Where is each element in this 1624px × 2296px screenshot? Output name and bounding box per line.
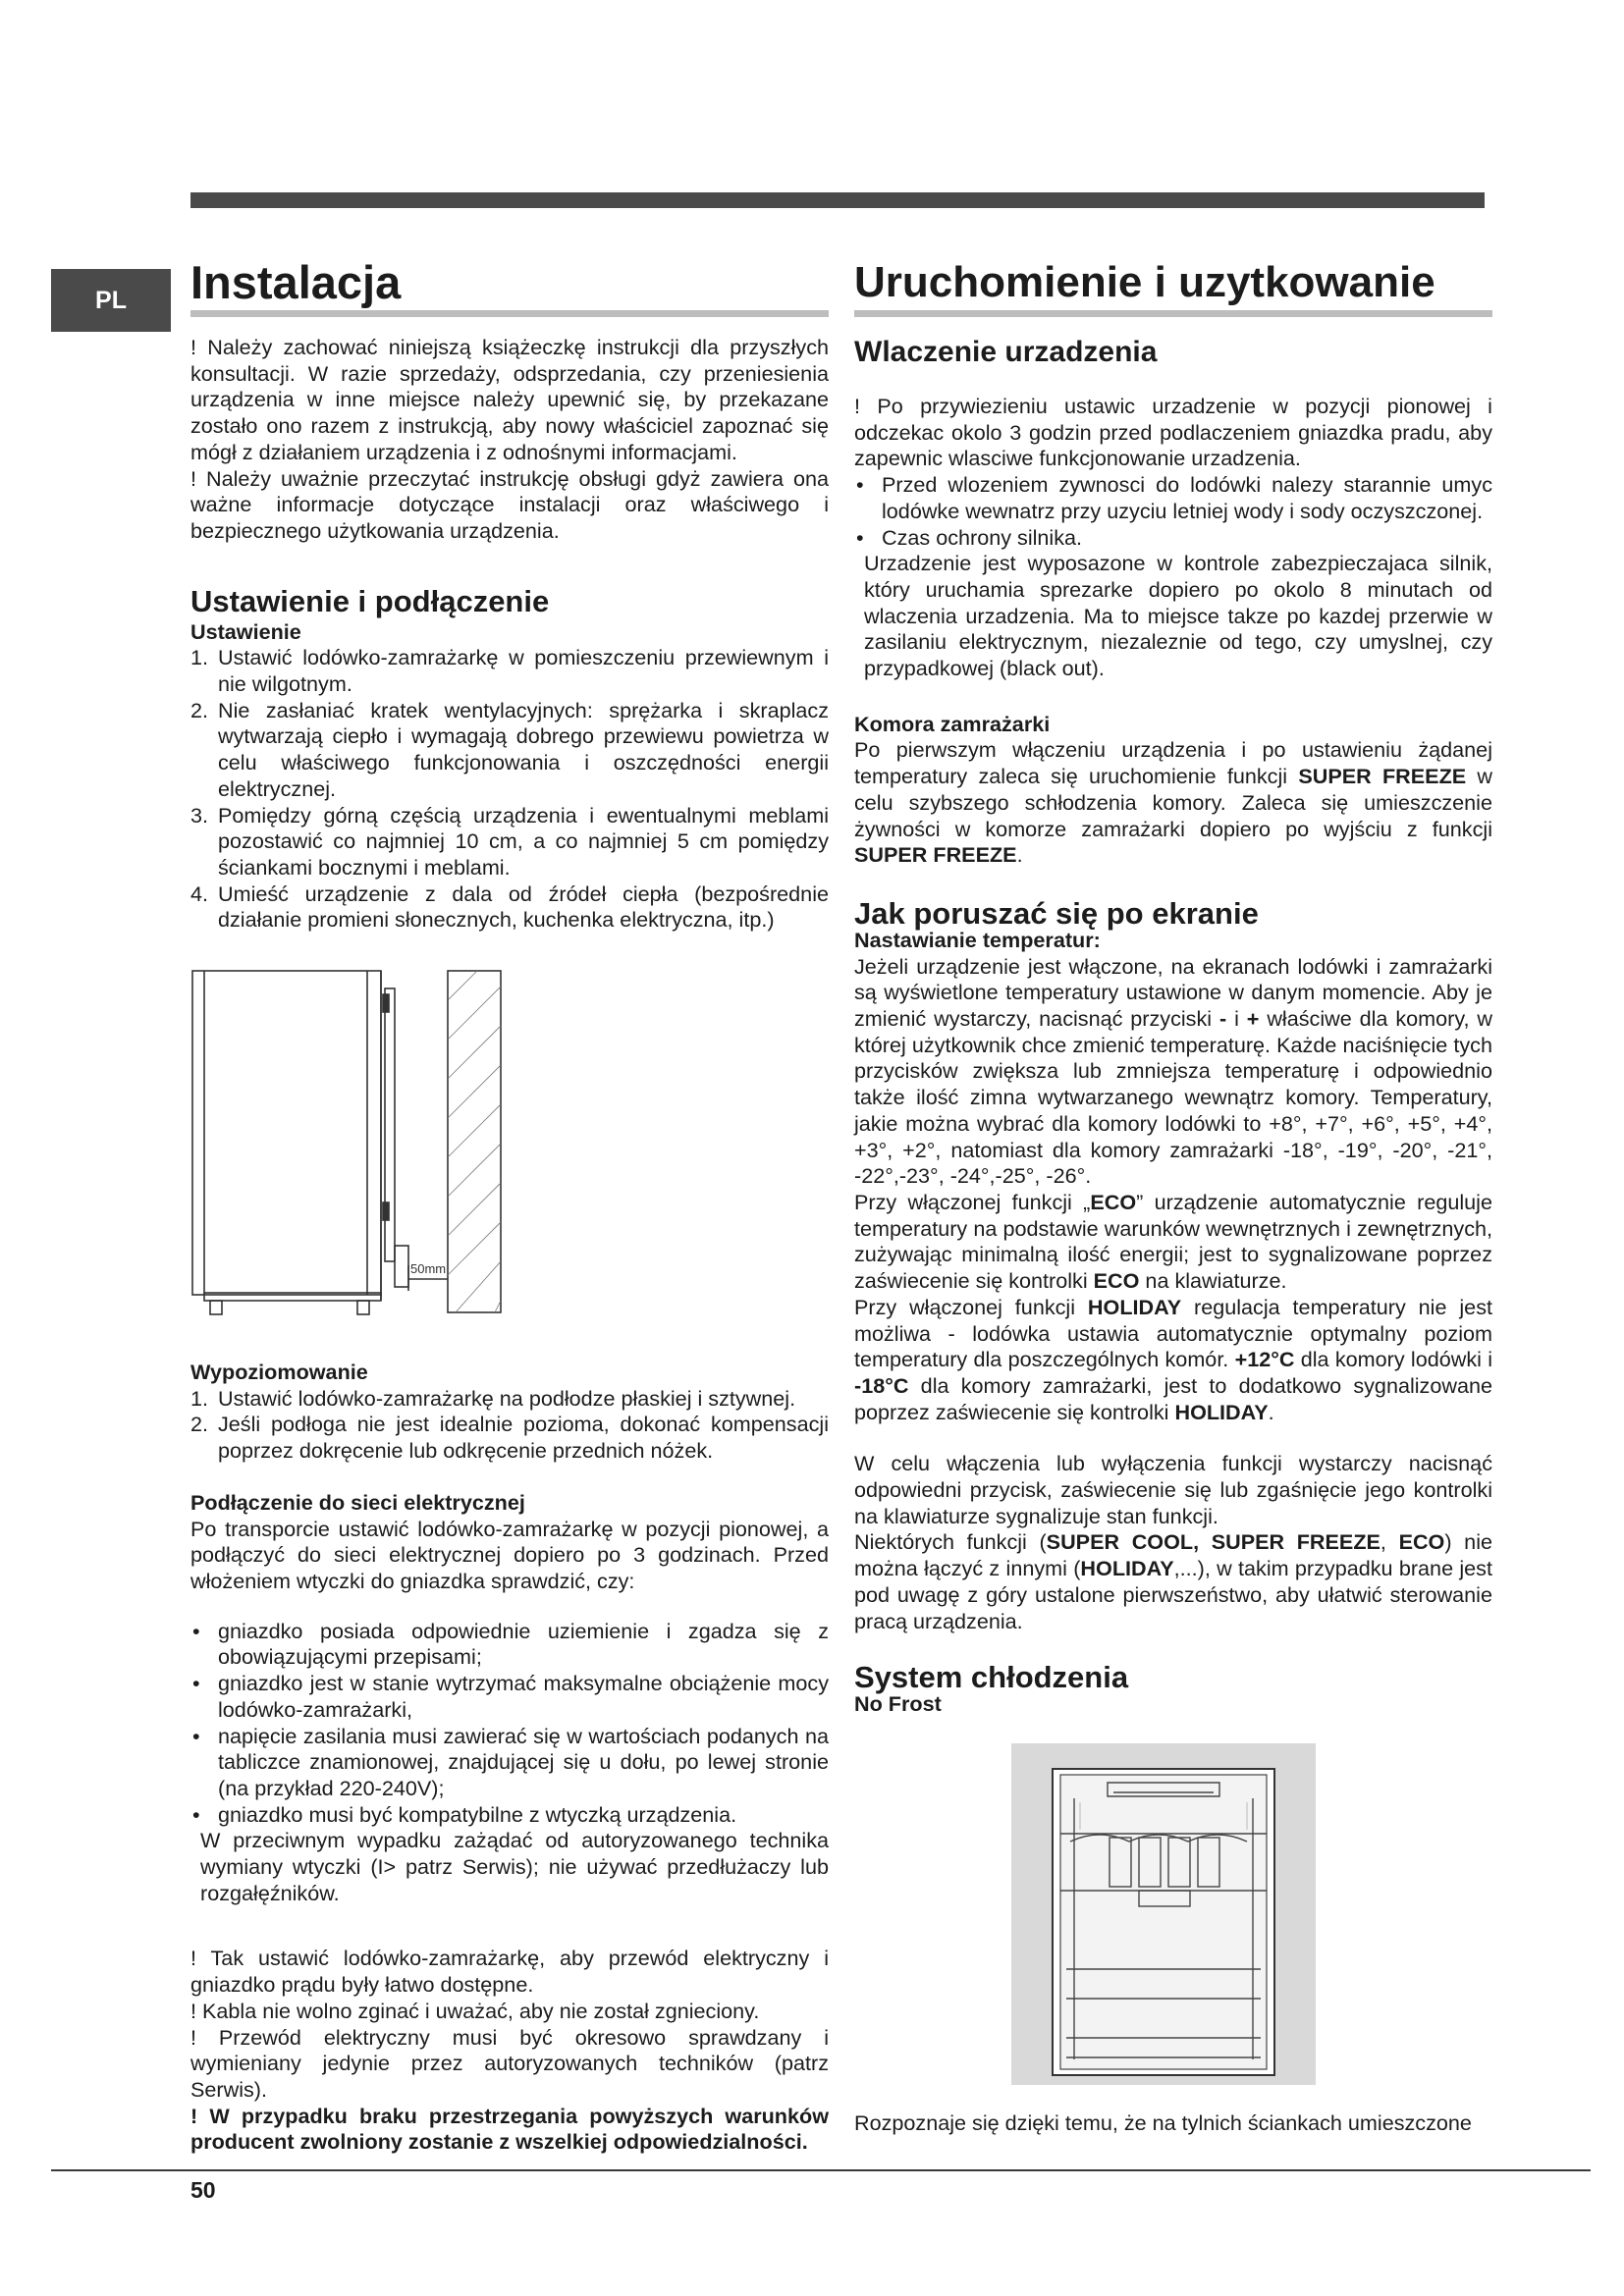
system-heading: System chłodzenia xyxy=(854,1660,1129,1695)
wlaczenie-intro: ! Po przywiezieniu ustawic urzadzenie w pozycji pionowej i odczekac okolo 3 godzin przed podlaczeniem gniazdka pradu, aby zapewnic wlasciwe funkcjonowanie urzadzenia. xyxy=(854,394,1492,471)
subsection-title-ustawienie: Ustawienie i podłączenie xyxy=(190,583,550,618)
list-item: 4. Umieść urządzenie z dala od źródeł ciepła (bezpośrednie działanie promieni słonecznych, kuchenka elektryczna, itp.) xyxy=(190,881,829,933)
title-underline xyxy=(854,310,1492,317)
intro-paragraph-1: ! Należy zachować niniejszą książeczkę instrukcji dla przyszłych konsultacji. W razie sprzedaży, odsprzedania, czy przeniesienia urządzenia w inne miejsce należy upewnić się, by przekazane zostało ono razem z instrukcją, aby nowy właściciel zapoznać się mógł z działaniem urządzenia i z odnośnymi informacjami. xyxy=(190,335,829,464)
podlaczenie-intro: Po transporcie ustawić lodówko-zamrażarkę w pozycji pionowej, a podłączyć do sieci elektrycznej dopiero po 3 godzinach. Przed włożeniem wtyczki do gniazdka sprawdzić, czy: xyxy=(190,1516,829,1593)
list-item: 2. Jeśli podłoga nie jest idealnie pozioma, dokonać kompensacji poprzez dokręcenie lub odkręcenie przednich nóżek. xyxy=(190,1412,829,1464)
list-item: 2. Nie zasłaniać kratek wentylacyjnych: sprężarka i skraplacz wytwarzają ciepło i wymagają dobrego przewiewu powietrza w celu właściwego funkcjonowania i oszczędności energii elektrycznej. xyxy=(190,697,829,801)
left-column xyxy=(190,257,829,2156)
podlaczenie-heading: Podłączenie do sieci elektrycznej xyxy=(190,1489,525,1515)
intro-paragraph-2: ! Należy uważnie przeczytać instrukcję obsługi gdyż zawiera ona ważne informacje dotyczące instalacji oraz właściwego i bezpiecznego użytkowania urządzenia. xyxy=(190,465,829,543)
section-title-uruchomienie: Uruchomienie i uzytkowanie xyxy=(854,258,1435,306)
page-number: 50 xyxy=(190,2177,216,2203)
wlaczenie-heading: Wlaczenie urzadzenia xyxy=(854,336,1158,368)
installation-diagram xyxy=(190,961,829,1344)
nofrost-heading: No Frost xyxy=(854,1691,942,1717)
list-item: • gniazdko jest w stanie wytrzymać maksymalne obciążenie mocy lodówko-zamrażarki, xyxy=(192,1671,829,1722)
komora-heading: Komora zamrażarki xyxy=(854,711,1051,736)
wypoziomowanie-heading: Wypoziomowanie xyxy=(190,1360,368,1385)
ustawienie-list xyxy=(190,645,829,934)
wlaczenie-bullets xyxy=(854,472,1492,551)
final-warning: ! W przypadku braku przestrzegania powyższych warunków producent zwolniony zostanie z wszelkiej odpowiedzialności. xyxy=(190,2103,829,2155)
fridge-clearance-illustration xyxy=(190,961,829,1344)
nastawianie-paragraph: Jeżeli urządzenie jest włączone, na ekranach lodówki i zamrażarki są wyświetlone temperatury ustawione w danym momencie. Aby je zmienić wystarczy, nacisnąć przyciski - i + właściwe dla komory, w której użytkownik chce zmienić temperaturę. Każde naciśnięcie tych przycisków zwiększa lub zmniejsza temperaturę i odpowiednio także ilość zimna wytwarzanego wewnątrz komory. Temperatury, jakie można wybrać dla komory lodówki to +8°, +7°, +6°, +5°, +4°, +3°, +2°, natomiast dla komory zamrażarki -18°, -19°, -20°, -21°, -22°,-23°, -24°,-25°, -26°. xyxy=(854,953,1493,1189)
eco-paragraph: Przy włączonej funkcji „ECO” urządzenie automatycznie reguluje temperatury na podstawie warunków wewnętrznych i zewnętrznych, zużywając minimalną ilość energii; jest to sygnalizowane poprzez zaświecenie się kontrolki ECO na klawiaturze. xyxy=(854,1189,1492,1294)
bottom-continuation-text: Rozpoznaje się dzięki temu, że na tylnich ściankach umieszczone xyxy=(854,2110,1472,2135)
list-item: 1. Ustawić lodówko-zamrażarkę w pomieszczeniu przewiewnym i nie wilgotnym. xyxy=(190,645,829,697)
funkcje-paragraph-1: W celu włączenia lub wyłączenia funkcji wystarczy nacisnąć odpowiedni przycisk, zaświecenie się lub zgaśnięcie jego kontrolki na klawiaturze sygnalizuje stan funkcji. xyxy=(854,1451,1492,1528)
ustawienie-heading: Ustawienie xyxy=(190,618,301,644)
holiday-paragraph: Przy włączonej funkcji HOLIDAY regulacja temperatury nie jest możliwa - lodówka ustawia automatycznie optymalny poziom temperatury dla poszczególnych komór. +12°C dla komory lodówki i -18°C dla komory zamrażarki, jest to dodatkowo sygnalizowane poprzez zaświecenie się kontrolki HOLIDAY. xyxy=(854,1294,1492,1424)
warning-2: ! Kabla nie wolno zginać i uważać, aby nie został zgnieciony. xyxy=(190,1998,760,2023)
list-item: • gniazdko posiada odpowiednie uziemienie i zgadza się z obowiązującymi przepisami; xyxy=(192,1618,829,1670)
podlaczenie-bullets xyxy=(190,1619,829,1829)
footer-rule xyxy=(51,2169,1591,2171)
wlaczenie-note: Urzadzenie jest wyposazone w kontrole zabezpieczajaca silnik, który uruchamia sprezarke dopiero po okolo 8 minutach od wlaczenia urzadzenia. Ma to miejsce takze po kazdej przerwie w zasilaniu elektrycznym, niezaleznie od tego, czy umyslnej, czy przypadkowej (black out). xyxy=(864,551,1492,681)
warning-3: ! Przewód elektryczny musi być okresowo sprawdzany i wymieniany jedynie przez autoryzowanych techników (patrz Serwis). xyxy=(190,2024,829,2102)
list-item: • Czas ochrony silnika. xyxy=(856,524,1083,550)
warning-1: ! Tak ustawić lodówko-zamrażarkę, aby przewód elektryczny i gniazdko prądu były łatwo dostępne. xyxy=(190,1946,829,1998)
wypoziomowanie-list xyxy=(190,1386,829,1465)
list-item: 1. Ustawić lodówko-zamrażarkę na podłodze płaskiej i sztywnej. xyxy=(190,1385,796,1411)
list-item: • napięcie zasilania musi zawierać się w wartościach podanych na tabliczce znamionowej, znajdującej się u dołu, po lewej stronie (na przykład 220-240V); xyxy=(192,1723,829,1800)
funkcje-paragraph-2: Niektórych funkcji (SUPER COOL, SUPER FREEZE, ECO) nie można łączyć z innymi (HOLIDAY,...), w takim przypadku brane jest pod uwagę z góry ustalone pierwszeństwo, aby ułatwić sterowanie pracą urządzenia. xyxy=(854,1529,1492,1633)
podlaczenie-note: W przeciwnym wypadku zażądać od autoryzowanego technika wymiany wtyczki (I> patrz Serwis); nie używać przedłużaczy lub rozgałęźników. xyxy=(200,1828,829,1905)
title-underline xyxy=(190,310,829,317)
section-title-instalacja: Instalacja xyxy=(190,256,402,308)
ekran-heading: Jak poruszać się po ekranie xyxy=(854,895,1259,931)
list-item: 3. Pomiędzy górną częścią urządzenia i ewentualnymi meblami pozostawić co najmniej 10 cm, a co najmniej 5 cm pomiędzy ściankami bocznymi i meblami. xyxy=(190,802,829,880)
no-frost-illustration xyxy=(1011,1743,1316,2085)
komora-paragraph: Po pierwszym włączeniu urządzenia i po ustawieniu żądanej temperatury zaleca się uruchomienie funkcji SUPER FREEZE w celu szybszego schłodzenia komory. Zaleca się umieszczenie żywności w komorze zamrażarki dopiero po wyjściu z funkcji SUPER FREEZE. xyxy=(854,737,1492,868)
fridge-interior-figure xyxy=(1011,1743,1316,2085)
nastawianie-heading: Nastawianie temperatur: xyxy=(854,927,1101,952)
clearance-label: 50mm xyxy=(410,1261,447,1277)
list-item: • Przed wlozeniem zywnosci do lodówki nalezy starannie umyc lodówke wewnatrz przy uzyciu letniej wody i sody oczyszczonej. xyxy=(856,472,1492,523)
right-column xyxy=(854,257,1492,2085)
language-tab: PL xyxy=(51,269,171,332)
list-item: • gniazdko musi być kompatybilne z wtyczką urządzenia. xyxy=(192,1801,737,1827)
top-rule-bar xyxy=(190,192,1485,208)
